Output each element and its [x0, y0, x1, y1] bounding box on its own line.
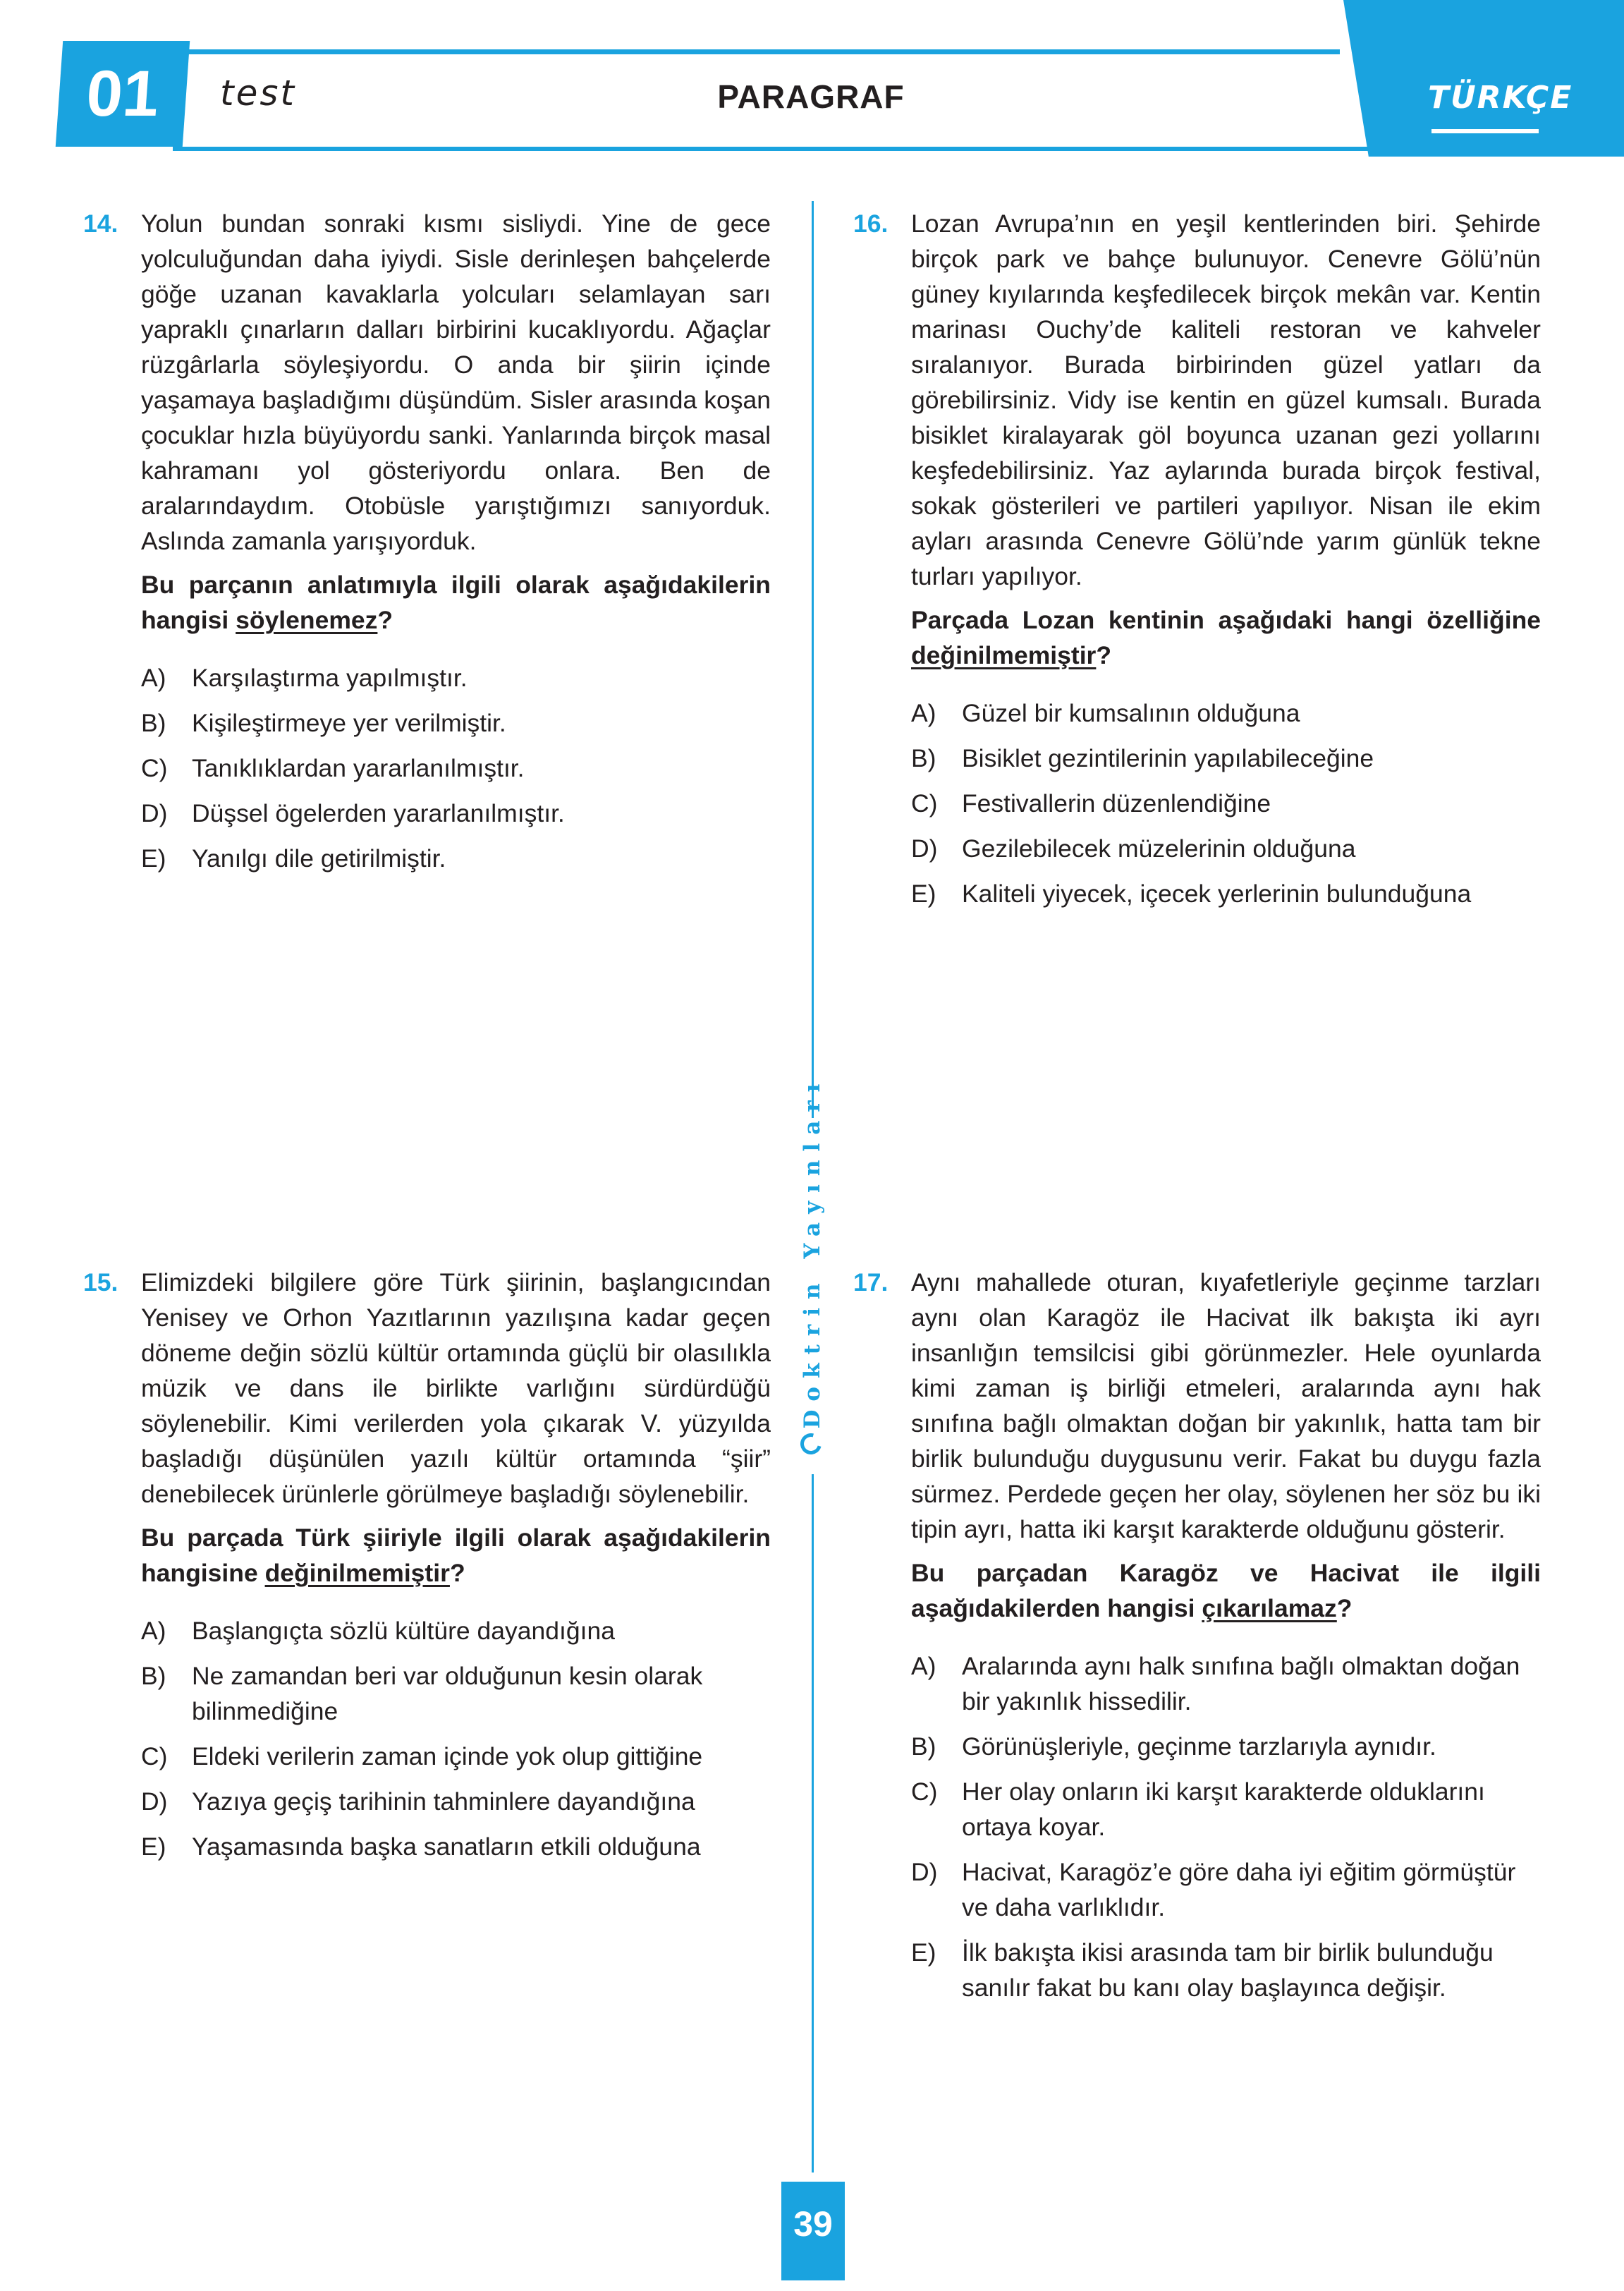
option-c[interactable] [141, 1739, 771, 1774]
option-d[interactable] [911, 831, 1541, 866]
prompt-text: Parçada Lozan kentinin aşağıdaki hangi özelliğine [911, 606, 1541, 634]
option-letter: D) [911, 1858, 938, 1886]
option-text: Başlangıçta sözlü kültüre dayandığına [192, 1617, 615, 1645]
option-letter: B) [911, 1732, 936, 1761]
option-c[interactable] [911, 786, 1541, 821]
question-15 [83, 1265, 771, 1874]
answer-options [911, 695, 1541, 911]
option-text: Güzel bir kumsalının olduğuna [962, 699, 1300, 727]
option-text: Yazıya geçiş tarihinin tahminlere dayandığına [192, 1787, 695, 1816]
question-passage: Yolun bundan sonraki kısmı sisliydi. Yine de gece yolculuğundan daha iyiydi. Sisle derinleşen bahçelerde göğe uzanan kavaklarla yolcuları selamlayan sarı yapraklı çınarların dalları birbirini kucaklıyordu. Ağaçlar rüzgârlarla söyleşiyordu. O anda bir şiirin içinde yaşamaya başladığımı düşündüm. Sisler arasında koşan çocuklar hızla büyüyordu sanki. Yanlarında birçok masal kahramanı yol gösteriyordu onlara. Ben de aralarındaydım. Otobüsle yarıştığımızı sanıyorduk. Aslında zamanla yarışıyorduk. [141, 209, 771, 555]
option-letter: E) [141, 1833, 166, 1861]
prompt-end: ? [1336, 1594, 1353, 1622]
option-letter: A) [911, 699, 936, 727]
option-b[interactable] [911, 741, 1541, 776]
option-letter: B) [141, 1662, 166, 1690]
question-passage: Lozan Avrupa’nın en yeşil kentlerinden biri. Şehirde birçok park ve bahçe bulunuyor. Cenevre Gölü’nün güney kıyılarında keşfedilecek birçok mekân var. Kentin marinası Ouchy’de kaliteli restoran ve kahveler sıralanıyor. Burada birbirinden güzel yatları da görebilirsiniz. Vidy ise kentin en güzel kumsalı. Burada bisiklet kiralayarak göl boyunca uzanan gezi yollarını keşfedebilirsiniz. Yaz aylarında burada birçok festival, sokak gösterileri ve partileri yapılıyor. Nisan ile ekim ayları arasında Cenevre Gölü’nde yarım günlük tekne turları yapılıyor. [911, 209, 1541, 590]
option-e[interactable] [141, 1829, 771, 1864]
publisher-logo-icon [797, 1430, 826, 1459]
subject-label: TÜRKÇE [1428, 80, 1573, 116]
publisher-name: Doktrin Yayınları [800, 1075, 825, 1429]
prompt-keyword: söylenemez [236, 606, 378, 634]
prompt-end: ? [377, 606, 393, 634]
answer-options [141, 660, 771, 876]
question-16 [853, 206, 1541, 921]
option-e[interactable] [911, 1935, 1541, 2005]
option-text: Festivallerin düzenlendiğine [962, 789, 1271, 818]
option-text: Aralarında aynı halk sınıfına bağlı olmaktan doğan bir yakınlık hissedilir. [962, 1652, 1520, 1715]
option-d[interactable] [141, 1784, 771, 1819]
option-letter: B) [141, 709, 166, 737]
answer-options [141, 1613, 771, 1864]
prompt-text: Bu parçanın anlatımıyla ilgili olarak aşağıdakilerin hangisi [141, 571, 771, 634]
prompt-end: ? [1096, 641, 1112, 669]
option-text: İlk bakışta ikisi arasında tam bir birlik bulunduğu sanılır fakat bu kanı olay başlayınca değişir. [962, 1938, 1494, 2002]
prompt-keyword: değinilmemiştir [911, 641, 1097, 669]
option-text: Kişileştirmeye yer verilmiştir. [192, 709, 506, 737]
prompt-text: Bu parçada Türk şiiriyle ilgili olarak aşağıdakilerin hangisine [141, 1524, 771, 1587]
option-b[interactable] [141, 705, 771, 741]
question-number: 15. [83, 1268, 118, 1296]
test-label: test [220, 73, 297, 114]
prompt-text: Bu parçadan Karagöz ve Hacivat ile ilgili aşağıdakilerden hangisi [911, 1559, 1541, 1622]
prompt-end: ? [449, 1559, 465, 1587]
question-passage: Elimizdeki bilgilere göre Türk şiirinin, başlangıcından Yenisey ve Orhon Yazıtlarının yazılışına kadar geçen döneme değin sözlü kültür ortamında güçlü bir olasılıkla müzik ve dans ile birlikte varlığını sürdürdüğü söylenebilir. Kimi verilerden yola çıkarak V. yüzyılda başladığı düşünülen yazılı kültür ortamında “şiir” denebilecek ürünlerle görülmeye başladığı söylenebilir. [141, 1268, 771, 1508]
option-text: Eldeki verilerin zaman içinde yok olup gittiğine [192, 1742, 703, 1770]
option-letter: B) [911, 744, 936, 772]
question-prompt [911, 602, 1541, 673]
subject-underline [1431, 129, 1539, 133]
question-prompt [141, 1520, 771, 1591]
page-number: 39 [781, 2182, 845, 2280]
question-prompt [141, 567, 771, 638]
option-d[interactable] [141, 796, 771, 831]
answer-options [911, 1648, 1541, 2005]
option-letter: D) [141, 799, 168, 827]
option-letter: A) [911, 1652, 936, 1680]
option-letter: C) [141, 754, 168, 782]
prompt-keyword: çıkarılamaz [1202, 1594, 1337, 1622]
header-rule-bottom [173, 147, 1372, 151]
option-letter: C) [911, 1778, 938, 1806]
option-b[interactable] [911, 1729, 1541, 1764]
option-a[interactable] [141, 660, 771, 695]
question-17 [853, 1265, 1541, 2015]
option-letter: E) [911, 1938, 936, 1967]
option-letter: A) [141, 1617, 166, 1645]
option-text: Hacivat, Karagöz’e göre daha iyi eğitim görmüştür ve daha varlıklıdır. [962, 1858, 1516, 1921]
option-letter: E) [141, 844, 166, 873]
option-e[interactable] [911, 876, 1541, 911]
option-letter: D) [141, 1787, 168, 1816]
option-text: Görünüşleriyle, geçinme tarzlarıyla aynıdır. [962, 1732, 1436, 1761]
question-14 [83, 206, 771, 886]
option-d[interactable] [911, 1854, 1541, 1925]
option-letter: A) [141, 664, 166, 692]
option-b[interactable] [141, 1658, 771, 1729]
question-number: 16. [853, 209, 889, 238]
option-letter: C) [141, 1742, 168, 1770]
option-text: Gezilebilecek müzelerinin olduğuna [962, 834, 1356, 863]
option-text: Tanıklıklardan yararlanılmıştır. [192, 754, 525, 782]
option-text: Yaşamasında başka sanatların etkili olduğuna [192, 1833, 701, 1861]
option-text: Ne zamandan beri var olduğunun kesin olarak bilinmediğine [192, 1662, 703, 1725]
column-divider [812, 1474, 814, 2172]
option-text: Yanılgı dile getirilmiştir. [192, 844, 446, 873]
option-text: Karşılaştırma yapılmıştır. [192, 664, 468, 692]
option-letter: E) [911, 880, 936, 908]
option-letter: C) [911, 789, 938, 818]
option-a[interactable] [141, 1613, 771, 1648]
option-text: Düşsel ögelerden yararlanılmıştır. [192, 799, 565, 827]
header-rule-top [176, 49, 1340, 54]
option-c[interactable] [911, 1774, 1541, 1845]
question-passage: Aynı mahallede oturan, kıyafetleriyle geçinme tarzları aynı olan Karagöz ile Hacivat ilk bakışta iki ayrı insanlığın temsilcisi gibi görünmezler. Hele oyunlarda kimi zaman iş birliği etmeleri, aralarında aynı hak sınıfına bağlı olmaktan doğan bir yakınlık, hatta tam bir birlik bulunduğu duygusunu verir. Fakat bu duygu fazla sürmez. Perdede geçen her olay, söylenen her söz bu iki tipin ayrı, hatta iki karşıt karakterde olduğunu gösterir. [911, 1268, 1541, 1543]
test-number-badge: 01 [56, 41, 190, 147]
option-text: Bisiklet gezintilerinin yapılabileceğine [962, 744, 1374, 772]
question-number: 17. [853, 1268, 889, 1296]
column-divider [812, 201, 814, 1118]
option-a[interactable] [911, 1648, 1541, 1719]
option-text: Her olay onların iki karşıt karakterde olduklarını ortaya koyar. [962, 1778, 1485, 1841]
page-title: PARAGRAF [717, 78, 905, 115]
option-c[interactable] [141, 750, 771, 786]
question-number: 14. [83, 209, 118, 238]
prompt-keyword: değinilmemiştir [264, 1559, 450, 1587]
option-letter: D) [911, 834, 938, 863]
option-e[interactable] [141, 841, 771, 876]
question-prompt [911, 1555, 1541, 1626]
option-text: Kaliteli yiyecek, içecek yerlerinin bulunduğuna [962, 880, 1472, 908]
option-a[interactable] [911, 695, 1541, 731]
